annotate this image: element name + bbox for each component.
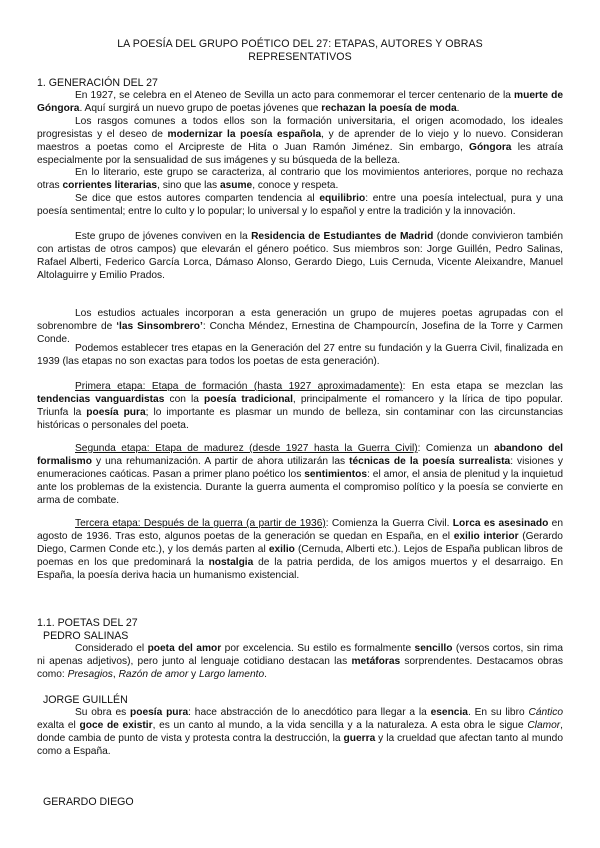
title-line-2: REPRESENTATIVOS xyxy=(248,51,352,63)
paragraph-literario: En lo literario, este grupo se caracteriza, al contrario que los movimientos anteriores, porque no rechaza otras corrientes literarias, sino que las asume, conoce y respeta. xyxy=(37,167,563,191)
section-heading-poetas: 1.1. POETAS DEL 27 xyxy=(37,617,138,629)
paragraph-etapas: Podemos establecer tres etapas en la Generación del 27 entre su fundación y la Guerra Civil, finalizada en 1939 (las etapas no son exactas para todos los poetas de esta generación). xyxy=(37,343,563,367)
paragraph-tercera-etapa: Tercera etapa: Después de la guerra (a partir de 1936): Comienza la Guerra Civil. Lorca es asesinado en agosto de 1936. Tras esto, algunos poetas de la generación se quedan en España, en el exilio interior (Gerardo Diego, Carmen Conde etc.), y los demás parten al exilio (Cernuda, Alberti etc.). Lejos de España publican libros de poemas en los que predominará la nostalgia de la patria perdida, de los amigos muertos y el desarraigo. En España, la poesía deriva hacia un humanismo existencial. xyxy=(37,518,563,581)
paragraph-residencia: Este grupo de jóvenes conviven en la Residencia de Estudiantes de Madrid (donde convivieron también con artistas de otros campos) que elevarán el género poético. Sus miembros son: Jorge Guillén, Pedro Salinas, Rafael Alberti, Federico García Lorca, Dámaso Alonso, Gerardo Diego, Luis Cernuda, Vicente Aleixandre, Manuel Altolaguirre y Emilio Prados. xyxy=(37,231,563,281)
paragraph-primera-etapa: Primera etapa: Etapa de formación (hasta 1927 aproximadamente): En esta etapa se mezclan las tendencias vanguardistas con la poesía tradicional, principalmente el romancero y la lírica de tipo popular. Triunfa la poesía pura; lo importante es plasmar un mundo de belleza, sin contaminar con las circunstancias históricas o personales del poeta. xyxy=(37,381,563,431)
author-heading-guillen: JORGE GUILLÉN xyxy=(43,694,128,706)
paragraph-salinas: Considerado el poeta del amor por excelencia. Su estilo es formalmente sencillo (versos cortos, sin rima ni apenas adjetivos), pero junto al lenguaje cotidiano destacan las metáforas sorprendentes. Destacamos obras como: Presagios, Razón de amor y Largo lamento. xyxy=(37,643,563,680)
author-heading-diego: GERARDO DIEGO xyxy=(43,796,134,808)
title-line-1: LA POESÍA DEL GRUPO POÉTICO DEL 27: ETAPAS, AUTORES Y OBRAS xyxy=(117,38,483,50)
paragraph-rasgos: Los rasgos comunes a todos ellos son la formación universitaria, el origen acomodado, los ideales progresistas y el deseo de modernizar la poesía española, y de aprender de lo viejo y lo nuevo. Consideran maestros a poetas como el Arcipreste de Hita o Juan Ramón Jiménez. Sin embargo, Góngora les atraía especialmente por la sensualidad de sus imágenes y su búsqueda de la belleza. xyxy=(37,116,563,166)
section-heading-generacion: 1. GENERACIÓN DEL 27 xyxy=(37,77,158,89)
paragraph-sinsombrero: Los estudios actuales incorporan a esta generación un grupo de mujeres poetas agrupadas con el sobrenombre de ‘las Sinsombrero’: Concha Méndez, Ernestina de Champourcín, Josefina de la Torre y Carmen Conde. xyxy=(37,308,563,345)
author-heading-salinas: PEDRO SALINAS xyxy=(43,630,129,642)
paragraph-guillen: Su obra es poesía pura: hace abstracción de lo anecdótico para llegar a la esencia. En su libro Cántico exalta el goce de existir, es un canto al mundo, a la vida sencilla y a la naturaleza. A esta obra le sigue Clamor, donde cambia de punto de vista y protesta contra la destrucción, la guerra y la crueldad que afectan tanto al mundo como a España. xyxy=(37,707,564,757)
paragraph-segunda-etapa: Segunda etapa: Etapa de madurez (desde 1927 hasta la Guerra Civil): Comienza un abandono del formalismo y una rehumanización. A partir de ahora utilizarán las técnicas de la poesía surrealista: visiones y enumeraciones caóticas. Pasan a primer plano poético los sentimientos: el amor, el ansia de plenitud y la inquietud ante los problemas de la existencia. Durante la guerra aumenta el compromiso político y la poesía se convierte en arma de combate. xyxy=(37,443,563,506)
paragraph-equilibrio: Se dice que estos autores comparten tendencia al equilibrio: entre una poesía intelectual, pura y una poesía sentimental; entre lo culto y lo popular; lo universal y lo español y entre la tradición y la innovación. xyxy=(37,193,563,217)
document-title xyxy=(60,38,540,64)
paragraph-intro: En 1927, se celebra en el Ateneo de Sevilla un acto para conmemorar el tercer centenario de la muerte de Góngora. Aquí surgirá un nuevo grupo de poetas jóvenes que rechazan la poesía de moda. xyxy=(37,90,563,114)
